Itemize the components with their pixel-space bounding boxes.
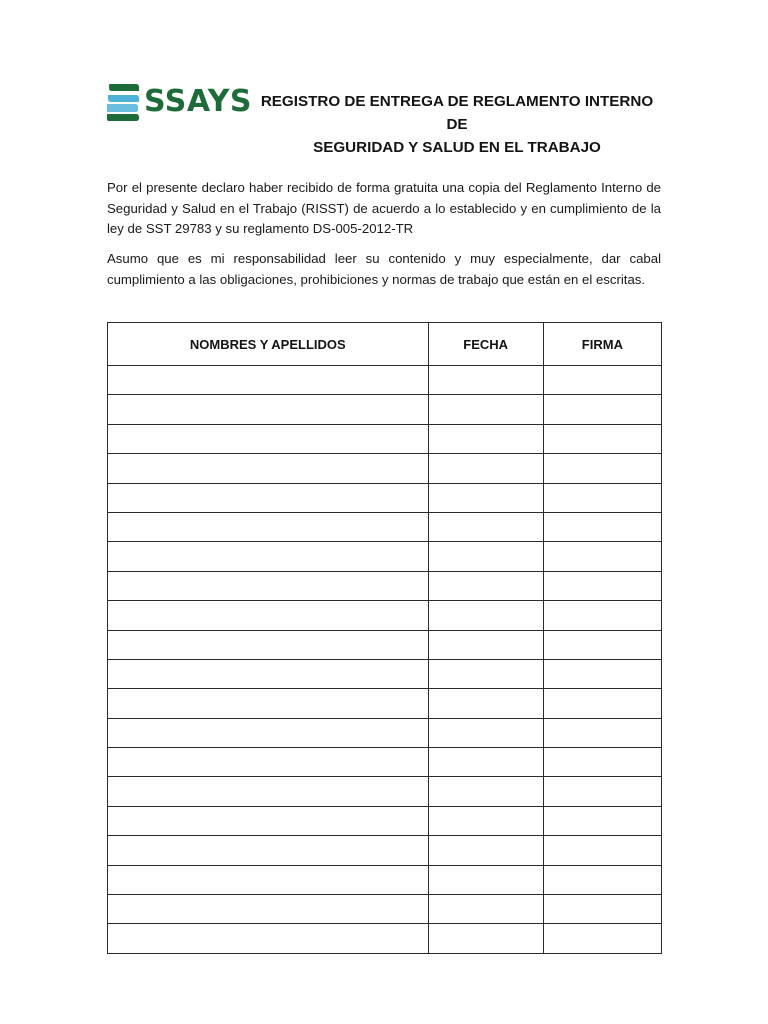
signature-cell [543, 659, 661, 688]
date-cell [428, 924, 543, 953]
table-row [108, 718, 662, 747]
name-cell [108, 895, 429, 924]
date-cell [428, 571, 543, 600]
table-row [108, 454, 662, 483]
column-header-names: NOMBRES Y APELLIDOS [108, 323, 429, 366]
table-row [108, 483, 662, 512]
name-cell [108, 483, 429, 512]
signature-cell [543, 395, 661, 424]
name-cell [108, 689, 429, 718]
table-row [108, 865, 662, 894]
signature-cell [543, 454, 661, 483]
date-cell [428, 542, 543, 571]
table-row [108, 571, 662, 600]
declaration-paragraph: Por el presente declaro haber recibido de forma gratuita una copia del Reglamento Interno de Seguridad y Salud en el Trabajo (RISST) de acuerdo a lo establecido y en cumplimiento de la ley de SST 29783 y su reglamento DS-005-2012-TR [107, 180, 661, 236]
table-row [108, 777, 662, 806]
name-cell [108, 542, 429, 571]
table-row [108, 366, 662, 395]
signature-cell [543, 748, 661, 777]
logo-mark-icon [106, 82, 140, 122]
date-cell [428, 424, 543, 453]
signature-cell [543, 718, 661, 747]
date-cell [428, 512, 543, 541]
date-cell [428, 483, 543, 512]
signature-cell [543, 483, 661, 512]
table-row [108, 659, 662, 688]
date-cell [428, 895, 543, 924]
document-title [256, 90, 658, 159]
name-cell [108, 659, 429, 688]
signature-cell [543, 777, 661, 806]
table-row [108, 806, 662, 835]
date-cell [428, 601, 543, 630]
date-cell [428, 777, 543, 806]
column-header-date: FECHA [428, 323, 543, 366]
column-header-signature: FIRMA [543, 323, 661, 366]
date-cell [428, 454, 543, 483]
table-row [108, 748, 662, 777]
table-body [108, 366, 662, 954]
name-cell [108, 366, 429, 395]
signature-cell [543, 865, 661, 894]
date-cell [428, 865, 543, 894]
date-cell [428, 718, 543, 747]
signature-cell [543, 571, 661, 600]
name-cell [108, 836, 429, 865]
name-cell [108, 924, 429, 953]
name-cell [108, 865, 429, 894]
name-cell [108, 512, 429, 541]
signature-table [107, 322, 662, 954]
name-cell [108, 748, 429, 777]
name-cell [108, 571, 429, 600]
name-cell [108, 777, 429, 806]
date-cell [428, 659, 543, 688]
name-cell [108, 454, 429, 483]
date-cell [428, 836, 543, 865]
name-cell [108, 718, 429, 747]
date-cell [428, 366, 543, 395]
signature-cell [543, 689, 661, 718]
date-cell [428, 689, 543, 718]
signature-cell [543, 542, 661, 571]
signature-cell [543, 630, 661, 659]
company-logo [106, 82, 253, 122]
table-row [108, 630, 662, 659]
name-cell [108, 424, 429, 453]
responsibility-paragraph: Asumo que es mi responsabilidad leer su contenido y muy especialmente, dar cabal cumplimiento a las obligaciones, prohibiciones y normas de trabajo que están en el escritas. [107, 251, 661, 287]
signature-cell [543, 836, 661, 865]
table-row [108, 895, 662, 924]
name-cell [108, 806, 429, 835]
signature-cell [543, 806, 661, 835]
document-header [106, 78, 662, 156]
date-cell [428, 748, 543, 777]
table-row [108, 924, 662, 953]
table-row [108, 836, 662, 865]
document-title-line-2: SEGURIDAD Y SALUD EN EL TRABAJO [313, 139, 601, 156]
table-row [108, 689, 662, 718]
signature-cell [543, 366, 661, 395]
logo-text: SSAYS [144, 84, 253, 119]
date-cell [428, 395, 543, 424]
signature-cell [543, 601, 661, 630]
signature-cell [543, 895, 661, 924]
table-header-row [108, 323, 662, 366]
table-row [108, 395, 662, 424]
signature-cell [543, 512, 661, 541]
table-row [108, 601, 662, 630]
date-cell [428, 630, 543, 659]
table-row [108, 542, 662, 571]
table-row [108, 512, 662, 541]
name-cell [108, 395, 429, 424]
table-row [108, 424, 662, 453]
document-title-line-1: REGISTRO DE ENTREGA DE REGLAMENTO INTERNO DE [260, 93, 654, 133]
date-cell [428, 806, 543, 835]
signature-cell [543, 424, 661, 453]
name-cell [108, 601, 429, 630]
signature-cell [543, 924, 661, 953]
name-cell [108, 630, 429, 659]
